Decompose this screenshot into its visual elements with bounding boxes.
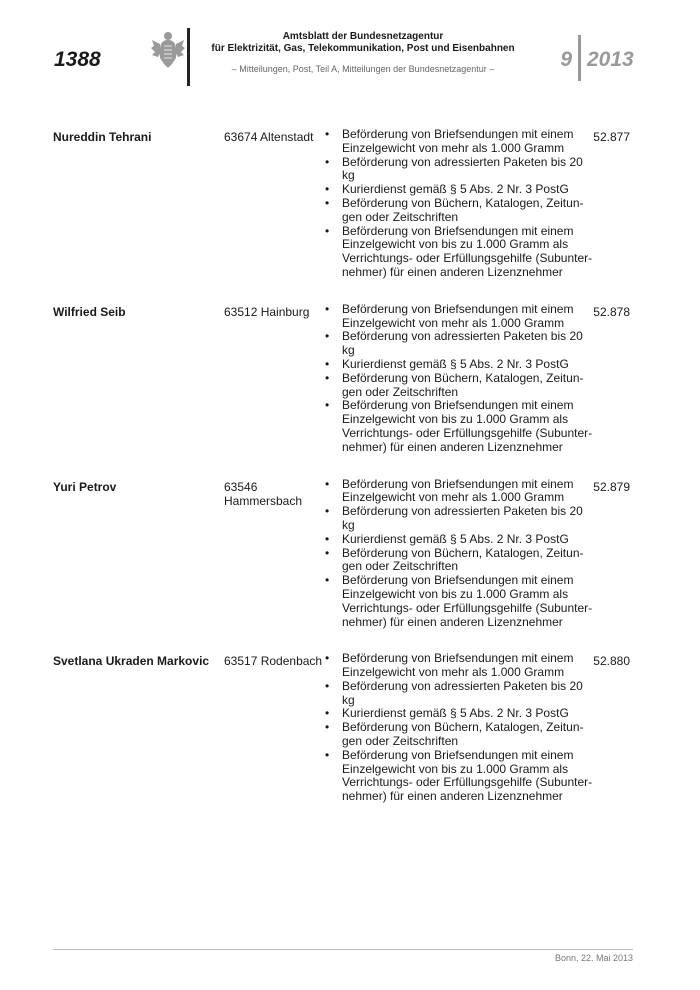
footer-date: Bonn, 22. Mai 2013 [554, 953, 633, 963]
masthead-title-line2: für Elektrizität, Gas, Telekommunikation, Post und Eisenbahnen [211, 43, 515, 54]
license-number: 52.880 [593, 654, 630, 669]
service-text: Beförderung von Büchern, Katalogen, Zeitun-gen oder Zeitschriften [342, 720, 584, 749]
licensee-place: 63517 Rodenbach [224, 654, 323, 669]
service-item [325, 651, 594, 680]
license-entry [0, 652, 700, 804]
service-item [325, 476, 594, 506]
issue-number: 9 [560, 48, 572, 71]
service-text: Kurierdienst gemäß § 5 Abs. 2 Nr. 3 PostG [342, 356, 569, 371]
bullet-icon: • [325, 195, 330, 210]
license-entry [0, 478, 700, 630]
service-item [325, 223, 594, 280]
service-item [325, 678, 594, 708]
service-item [325, 747, 594, 804]
license-number: 52.878 [593, 304, 630, 319]
header-divider [187, 28, 190, 86]
bullet-icon: • [325, 531, 330, 546]
bullet-icon: • [325, 504, 330, 519]
masthead-title-line1: Amtsblatt der Bundesnetzagentur [282, 31, 444, 42]
service-list [0, 303, 594, 455]
service-text: Beförderung von Büchern, Katalogen, Zeitun-gen oder Zeitschriften [342, 195, 584, 224]
licensee-name: Nureddin Tehrani [53, 130, 152, 144]
service-text: Beförderung von Briefsendungen mit einem Einzelgewicht von bis zu 1.000 Gramm als Verrichtungs- oder Erfüllungsgehilfe (Subunter-nehmer) für einen anderen Lizenznehmer [342, 573, 593, 629]
license-number: 52.879 [593, 479, 630, 494]
service-text: Beförderung von adressierten Paketen bis 20 kg [342, 329, 583, 358]
license-number: 52.877 [593, 130, 630, 144]
bullet-icon: • [325, 329, 330, 344]
service-text: Beförderung von Briefsendungen mit einem Einzelgewicht von mehr als 1.000 Gramm [342, 301, 574, 330]
service-text: Kurierdienst gemäß § 5 Abs. 2 Nr. 3 PostG [342, 531, 569, 546]
service-text: Beförderung von Briefsendungen mit einem Einzelgewicht von bis zu 1.000 Gramm als Verrichtungs- oder Erfüllungsgehilfe (Subunter-nehmer) für einen anderen Lizenznehmer [342, 223, 593, 279]
bullet-icon: • [325, 154, 330, 169]
bullet-icon: • [325, 747, 330, 762]
service-item [325, 370, 594, 400]
bullet-icon: • [325, 651, 330, 666]
service-text: Beförderung von Büchern, Katalogen, Zeitun-gen oder Zeitschriften [342, 545, 584, 574]
licensee-place: 63546 Hammersbach [224, 479, 303, 508]
license-list [0, 128, 700, 827]
service-text: Beförderung von Briefsendungen mit einem Einzelgewicht von mehr als 1.000 Gramm [342, 476, 574, 505]
service-item [325, 182, 594, 197]
service-text: Beförderung von Briefsendungen mit einem Einzelgewicht von mehr als 1.000 Gramm [342, 127, 574, 155]
issue-divider [578, 35, 581, 81]
licensee-place: 63512 Hainburg [224, 304, 310, 319]
service-item [325, 504, 594, 533]
licensee-place: 63674 Altenstadt [224, 130, 314, 144]
bullet-icon: • [325, 370, 330, 385]
service-item [325, 329, 594, 358]
service-item [325, 398, 594, 454]
service-text: Beförderung von Briefsendungen mit einem Einzelgewicht von bis zu 1.000 Gramm als Verrichtungs- oder Erfüllungsgehilfe (Subunter-nehmer) für einen anderen Lizenznehmer [342, 747, 593, 804]
bullet-icon: • [325, 301, 330, 316]
service-text: Kurierdienst gemäß § 5 Abs. 2 Nr. 3 PostG [342, 182, 569, 197]
license-entry [0, 128, 700, 280]
issue-year: 2013 [587, 48, 634, 71]
masthead-subtitle: – Mitteilungen, Post, Teil A, Mitteilungen der Bundesnetzagentur – [231, 64, 495, 74]
federal-eagle-icon [150, 30, 186, 70]
bullet-icon: • [325, 678, 330, 693]
service-list [0, 652, 594, 804]
service-list [0, 128, 594, 280]
service-item [325, 720, 594, 749]
service-item [325, 573, 594, 629]
footer-divider [53, 949, 633, 950]
bullet-icon: • [325, 545, 330, 560]
bullet-icon: • [325, 720, 330, 735]
service-item [325, 301, 594, 331]
service-text: Beförderung von adressierten Paketen bis 20 kg [342, 678, 583, 707]
bullet-icon: • [325, 223, 330, 238]
service-item [325, 127, 594, 156]
page-number: 1388 [54, 48, 101, 71]
service-item [325, 154, 594, 184]
service-text: Beförderung von adressierten Paketen bis 20 kg [342, 504, 583, 532]
bullet-icon: • [325, 706, 330, 721]
service-item [325, 356, 594, 372]
service-item [325, 195, 594, 225]
bullet-icon: • [325, 573, 330, 588]
licensee-name: Yuri Petrov [53, 479, 117, 494]
service-text: Kurierdienst gemäß § 5 Abs. 2 Nr. 3 PostG [342, 706, 569, 721]
service-item [325, 531, 594, 547]
licensee-name: Wilfried Seib [53, 304, 126, 319]
bullet-icon: • [325, 127, 330, 141]
service-text: Beförderung von adressierten Paketen bis 20 kg [342, 154, 583, 183]
bullet-icon: • [325, 356, 330, 371]
bullet-icon: • [325, 398, 330, 413]
masthead [198, 31, 528, 74]
service-text: Beförderung von Briefsendungen mit einem Einzelgewicht von bis zu 1.000 Gramm als Verrichtungs- oder Erfüllungsgehilfe (Subunter-nehmer) für einen anderen Lizenznehmer [342, 398, 593, 454]
license-entry [0, 303, 700, 455]
bullet-icon: • [325, 182, 330, 197]
service-text: Beförderung von Büchern, Katalogen, Zeitun-gen oder Zeitschriften [342, 370, 584, 399]
service-item [325, 706, 594, 721]
bullet-icon: • [325, 476, 330, 491]
service-item [325, 545, 594, 575]
service-text: Beförderung von Briefsendungen mit einem Einzelgewicht von mehr als 1.000 Gramm [342, 651, 574, 680]
licensee-name: Svetlana Ukraden Markovic [53, 654, 210, 669]
